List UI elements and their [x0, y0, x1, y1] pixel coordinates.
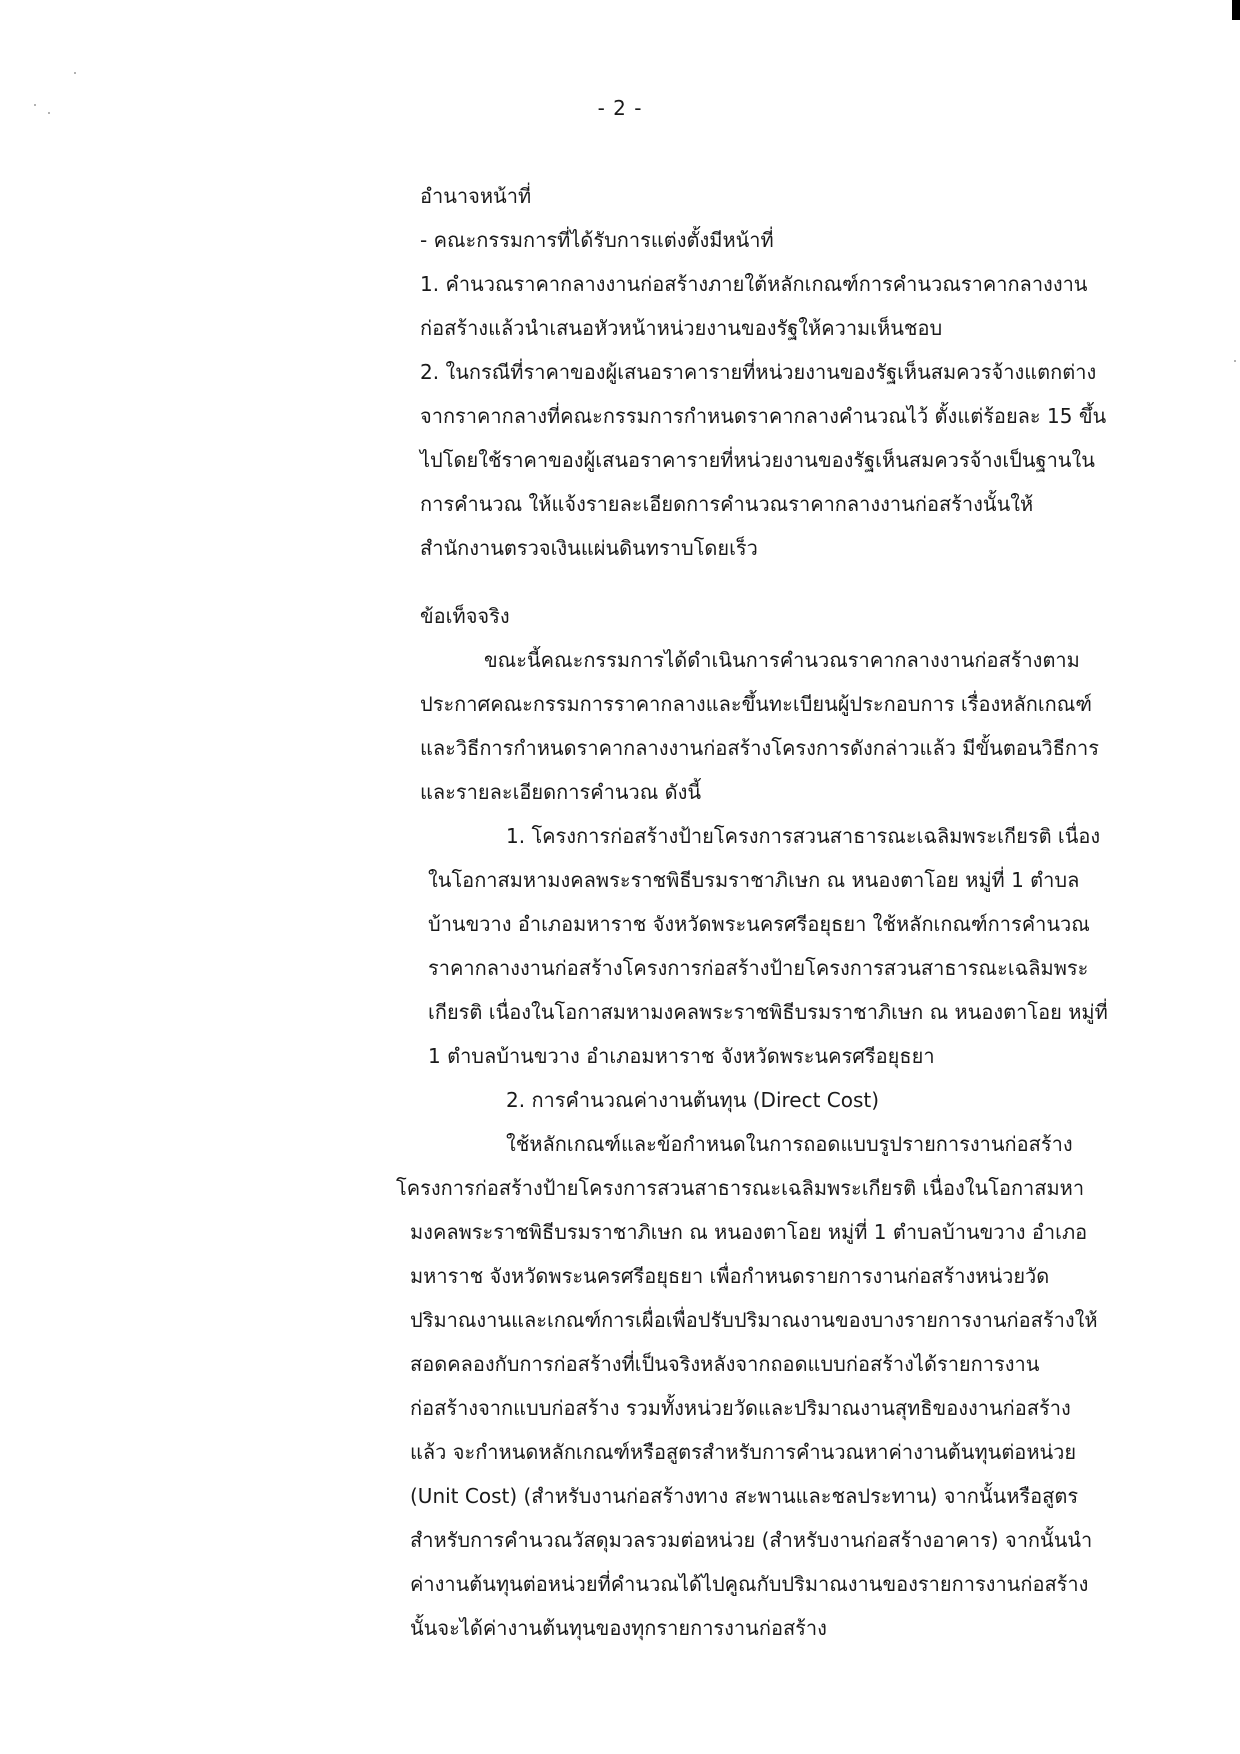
facts-paragraph-line: ประกาศคณะกรรมการราคากลางและขึ้นทะเบียนผู้ประกอบการ เรื่องหลักเกณฑ์ — [420, 692, 1092, 716]
facts-point1-line: ราคากลางงานก่อสร้างโครงการก่อสร้างป้ายโครงการสวนสาธารณะเฉลิมพระ — [428, 956, 1089, 980]
facts-point1-line: เกียรติ เนื่องในโอกาสมหามงคลพระราชพิธีบรมราชาภิเษก ณ หนองตาโอย หมู่ที่ — [428, 1000, 1108, 1024]
facts-point2-line: ปริมาณงานและเกณฑ์การเผื่อเพื่อปรับปริมาณงานของบางรายการงานก่อสร้างให้ — [410, 1308, 1098, 1332]
authority-item2-line: สำนักงานตรวจเงินแผ่นดินทราบโดยเร็ว — [420, 536, 758, 560]
authority-item2-line: จากราคากลางที่คณะกรรมการกำหนดราคากลางคำนวณไว้ ตั้งแต่ร้อยละ 15 ขึ้น — [420, 404, 1107, 428]
facts-point2-line: สำหรับการคำนวณวัสดุมวลรวมต่อหน่วย (สำหรับงานก่อสร้างอาคาร) จากนั้นนำ — [410, 1528, 1093, 1552]
scan-speck — [1234, 360, 1236, 362]
facts-point2-line: มงคลพระราชพิธีบรมราชาภิเษก ณ หนองตาโอย หมู่ที่ 1 ตำบลบ้านขวาง อำเภอ — [410, 1220, 1088, 1244]
facts-point2-line: (Unit Cost) (สำหรับงานก่อสร้างทาง สะพานและชลประทาน) จากนั้นหรือสูตร — [410, 1484, 1079, 1508]
authority-item1-line: ก่อสร้างแล้วนำเสนอหัวหน้าหน่วยงานของรัฐให้ความเห็นชอบ — [420, 316, 943, 340]
facts-point2-line: นั้นจะได้ค่างานต้นทุนของทุกรายการงานก่อสร้าง — [410, 1616, 827, 1640]
authority-intro: - คณะกรรมการที่ได้รับการแต่งตั้งมีหน้าที่ — [420, 228, 774, 252]
facts-point2-line: ค่างานต้นทุนต่อหน่วยที่คำนวณได้ไปคูณกับปริมาณงานของรายการงานก่อสร้าง — [410, 1572, 1089, 1596]
facts-point2-line: แล้ว จะกำหนดหลักเกณฑ์หรือสูตรสำหรับการคำนวณหาค่างานต้นทุนต่อหน่วย — [410, 1440, 1077, 1464]
facts-point1-line: ในโอกาสมหามงคลพระราชพิธีบรมราชาภิเษก ณ หนองตาโอย หมู่ที่ 1 ตำบล — [428, 868, 1080, 892]
facts-point2-line: ใช้หลักเกณฑ์และข้อกำหนดในการถอดแบบรูปรายการงานก่อสร้าง — [506, 1132, 1073, 1156]
facts-paragraph-line: ขณะนี้คณะกรรมการได้ดำเนินการคำนวณราคากลางงานก่อสร้างตาม — [484, 648, 1080, 672]
authority-item2-line: 2. ในกรณีที่ราคาของผู้เสนอราคารายที่หน่วยงานของรัฐเห็นสมควรจ้างแตกต่าง — [420, 360, 1097, 384]
facts-point1-line: 1 ตำบลบ้านขวาง อำเภอมหาราช จังหวัดพระนครศรีอยุธยา — [428, 1044, 935, 1068]
facts-point2-line: สอดคลองกับการก่อสร้างที่เป็นจริงหลังจากถอดแบบก่อสร้างได้รายการงาน — [410, 1352, 1040, 1376]
facts-point1-line: 1. โครงการก่อสร้างป้ายโครงการสวนสาธารณะเฉลิมพระเกียรติ เนื่อง — [506, 824, 1101, 848]
section-heading-authority: อำนาจหน้าที่ — [420, 184, 532, 208]
authority-item2-line: ไปโดยใช้ราคาของผู้เสนอราคารายที่หน่วยงานของรัฐเห็นสมควรจ้างเป็นฐานใน — [420, 448, 1095, 472]
authority-item1-line: 1. คำนวณราคากลางงานก่อสร้างภายใต้หลักเกณฑ์การคำนวณราคากลางงาน — [420, 272, 1088, 296]
section-heading-facts: ข้อเท็จจริง — [420, 604, 510, 628]
authority-item2-line: การคำนวณ ให้แจ้งรายละเอียดการคำนวณราคากลางงานก่อสร้างนั้นให้ — [420, 492, 1034, 516]
facts-point2-line: ก่อสร้างจากแบบก่อสร้าง รวมทั้งหน่วยวัดและปริมาณงานสุทธิของงานก่อสร้าง — [410, 1396, 1071, 1420]
facts-paragraph-line: และวิธีการกำหนดราคากลางงานก่อสร้างโครงการดังกล่าวแล้ว มีขั้นตอนวิธีการ — [420, 736, 1100, 760]
facts-paragraph-line: และรายละเอียดการคำนวณ ดังนี้ — [420, 780, 702, 804]
facts-point2-line: มหาราช จังหวัดพระนครศรีอยุธยา เพื่อกำหนดรายการงานก่อสร้างหน่วยวัด — [410, 1264, 1050, 1288]
facts-point2-line: โครงการก่อสร้างป้ายโครงการสวนสาธารณะเฉลิมพระเกียรติ เนื่องในโอกาสมหา — [396, 1176, 1085, 1200]
scan-edge-mark — [1232, 0, 1240, 20]
page-number: - 2 - — [597, 96, 643, 120]
scan-speck — [74, 72, 76, 74]
facts-point1-line: บ้านขวาง อำเภอมหาราช จังหวัดพระนครศรีอยุธยา ใช้หลักเกณฑ์การคำนวณ — [428, 912, 1090, 936]
facts-point2-title: 2. การคำนวณค่างานต้นทุน (Direct Cost) — [506, 1088, 880, 1112]
